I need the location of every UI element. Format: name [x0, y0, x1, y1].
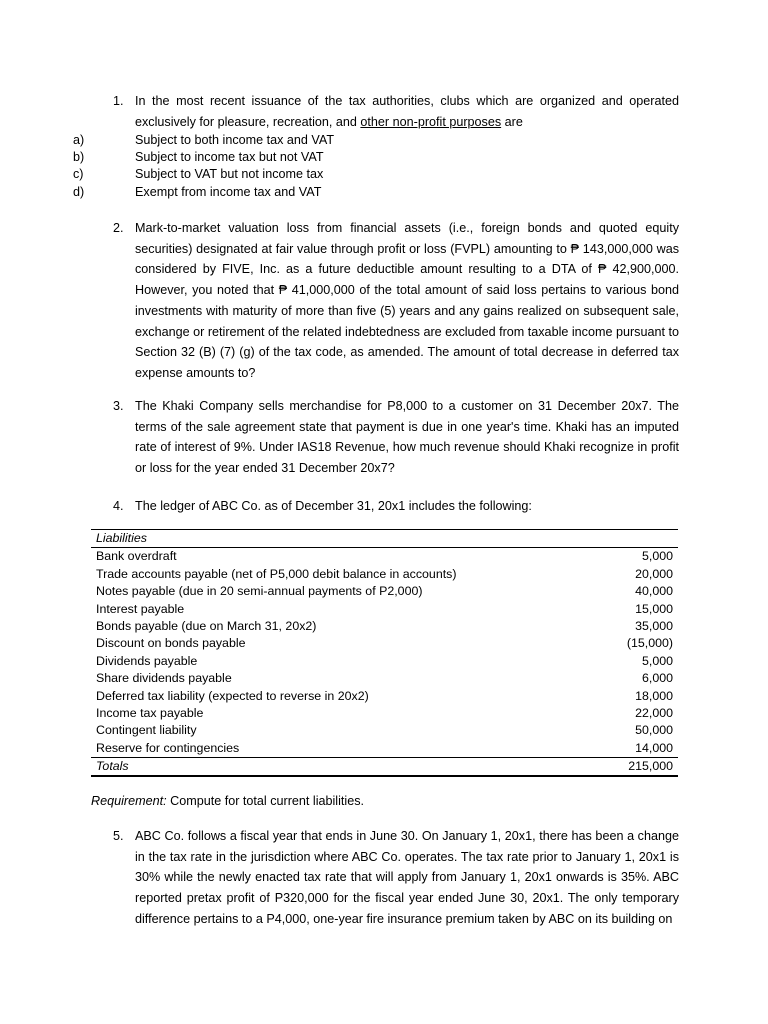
table-row	[91, 670, 678, 687]
row-value: 6,000	[641, 671, 673, 686]
question-text: The Khaki Company sells merchandise for P8,000 to a customer on 31 December 20x7. The terms of the sale agreement state that payment is due in one year's time. Khaki has an imputed rate of interest of 9%. Under IAS18 Revenue, how much revenue should Khaki recognize in profit or loss for the year ended 31 December 20x7?	[135, 399, 679, 476]
question-5	[113, 826, 679, 930]
table-row	[91, 583, 678, 600]
table-row	[91, 548, 678, 565]
table-total-row	[91, 757, 678, 777]
row-label: Trade accounts payable (net of P5,000 debit balance in accounts)	[96, 566, 457, 581]
row-value: 18,000	[635, 688, 673, 703]
question-text-part: In the most recent issuance of the tax authorities, clubs which are organized and operated exclusively for pleasure, recreation, and	[135, 94, 679, 129]
table-row	[91, 566, 678, 583]
total-value: 215,000	[628, 759, 673, 774]
row-label: Notes payable (due in 20 semi-annual payments of P2,000)	[96, 584, 423, 599]
row-value: 14,000	[635, 740, 673, 755]
question-text	[135, 91, 679, 132]
table-row	[91, 601, 678, 618]
option-text: Subject to both income tax and VAT	[135, 133, 335, 147]
question-1	[113, 91, 679, 132]
table-row	[91, 722, 678, 739]
row-label: Bank overdraft	[96, 549, 177, 564]
table-row	[91, 688, 678, 705]
table-row	[91, 705, 678, 722]
requirement-text: Compute for total current liabilities.	[170, 794, 364, 808]
option-letter: c)	[73, 167, 84, 182]
row-label: Share dividends payable	[96, 671, 232, 686]
row-label: Discount on bonds payable	[96, 636, 246, 651]
row-value: 35,000	[635, 618, 673, 633]
row-value: 15,000	[635, 601, 673, 616]
option-text: Subject to VAT but not income tax	[135, 167, 324, 182]
requirement	[91, 794, 364, 808]
liabilities-table	[91, 529, 678, 777]
question-text-part: are	[501, 114, 523, 129]
question-2	[113, 218, 679, 384]
question-text: Mark-to-market valuation loss from financial assets (i.e., foreign bonds and quoted equity securities) designated at fair value through profit or loss (FVPL) amounting to ₱ 143,000,000 was considered by FIVE, Inc. as a future deductible amount resulting to a DTA of ₱ 42,900,000. However, you noted that ₱ 41,000,000 of the total amount of said loss pertains to various bond investments with maturity of more than five (5) years and any gains realized on subsequent sale, exchange or retirement of the related indebtedness are excluded from taxable income pursuant to Section 32 (B) (7) (g) of the tax code, as amended. The amount of total decrease in deferred tax expense amounts to?	[135, 221, 679, 380]
row-value: 40,000	[635, 584, 673, 599]
table-header-label: Liabilities	[96, 531, 147, 545]
option-b	[73, 149, 334, 166]
row-label: Income tax payable	[96, 705, 204, 720]
row-label: Contingent liability	[96, 723, 197, 738]
question-text: The ledger of ABC Co. as of December 31, 20x1 includes the following:	[135, 499, 532, 513]
row-label: Dividends payable	[96, 653, 198, 668]
option-letter: d)	[73, 184, 85, 199]
row-label: Reserve for contingencies	[96, 740, 240, 755]
question-number: 3.	[113, 399, 124, 413]
question-number: 2.	[113, 221, 124, 235]
table-row	[91, 618, 678, 635]
row-value: 5,000	[641, 549, 673, 564]
option-d	[73, 184, 334, 201]
row-value: 50,000	[635, 723, 673, 738]
question-number: 4.	[113, 499, 124, 513]
option-letter: b)	[73, 150, 85, 165]
row-label: Interest payable	[96, 601, 185, 616]
row-label: Deferred tax liability (expected to reverse in 20x2)	[96, 688, 369, 703]
option-c	[73, 166, 334, 183]
table-row	[91, 635, 678, 652]
question-number: 5.	[113, 829, 124, 843]
option-text: Exempt from income tax and VAT	[135, 184, 322, 199]
table-header	[91, 530, 678, 548]
answer-options	[73, 132, 334, 201]
table-row	[91, 653, 678, 670]
option-a	[73, 132, 334, 149]
row-value: 5,000	[641, 653, 673, 668]
question-number: 1.	[113, 94, 124, 108]
question-4	[113, 496, 679, 517]
row-value: (15,000)	[626, 636, 673, 651]
option-text: Subject to income tax but not VAT	[135, 150, 324, 165]
question-text: ABC Co. follows a fiscal year that ends in June 30. On January 1, 20x1, there has been a change in the tax rate in the jurisdiction where ABC Co. operates. The tax rate prior to January 1, 20x1 is 30% while the newly enacted tax rate that will apply from January 1, 20x1 onwards is 35%. ABC reported pretax profit of P320,000 for the fiscal year ended June 30, 20x1. The only temporary difference pertains to a P4,000, one-year fire insurance premium taken by ABC on its building on	[135, 829, 679, 926]
question-3	[113, 396, 679, 479]
table-body	[91, 548, 678, 757]
requirement-label: Requirement:	[91, 794, 167, 808]
table-row	[91, 740, 678, 757]
underlined-phrase: other non-profit purposes	[360, 114, 502, 129]
row-value: 22,000	[635, 705, 673, 720]
row-value: 20,000	[635, 566, 673, 581]
row-label: Bonds payable (due on March 31, 20x2)	[96, 618, 317, 633]
option-letter: a)	[73, 133, 85, 147]
total-label: Totals	[96, 759, 129, 774]
